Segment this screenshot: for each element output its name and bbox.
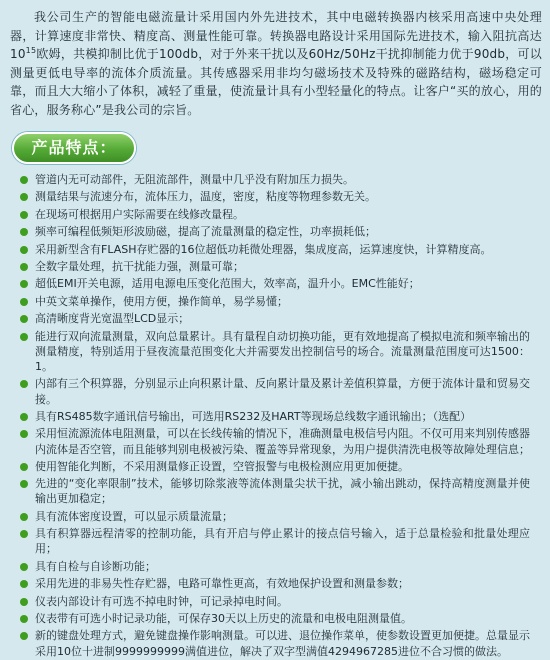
bullet-icon: [20, 280, 28, 288]
feature-text: 超低EMI开关电源，适用电源电压变化范围大，效率高，温升小。EMC性能好；: [35, 277, 420, 291]
feature-item: [18, 172, 530, 187]
feature-item: [18, 189, 530, 204]
bullet-icon: [20, 430, 28, 438]
feature-item: [18, 559, 530, 574]
feature-text: 中英文菜单操作，使用方便，操作简单，易学易懂；: [35, 294, 288, 308]
feature-item: [18, 509, 530, 524]
bullet-icon: [20, 598, 28, 606]
feature-text: 使用智能化判断，不采用测量修正设置，空管报警与电极检测应用更加便捷。: [35, 459, 409, 473]
feature-text: 新的键盘处理方式，避免键盘操作影响测量。可以进、退位操作菜单，使参数设置更加便捷。总量显示采用10位十进制9999999999满值进位，解决了双字型满值4294967285进位不合习惯的做法。: [35, 629, 530, 658]
bullet-icon: [20, 413, 28, 421]
bullet-icon: [20, 563, 28, 571]
bullet-icon: [20, 246, 28, 254]
bullet-icon: [20, 211, 28, 219]
feature-item: [18, 259, 530, 274]
feature-item: [18, 426, 530, 456]
intro-paragraph: [10, 8, 542, 119]
bullet-icon: [20, 513, 28, 521]
feature-item: [18, 276, 530, 291]
feature-item: [18, 376, 530, 406]
feature-item: [18, 409, 530, 424]
feature-text: 管道内无可动部件，无阻流部件，测量中几乎没有附加压力损失。: [35, 173, 354, 186]
feature-item: [18, 329, 530, 375]
feature-item: [18, 628, 530, 658]
bullet-icon: [20, 615, 28, 623]
feature-text: 采用恒流源流体电阻测量，可以在长线传输的情况下，准确测量电极信号内阻。不仅可用来判别传感器内流体是否空管，而且能够判别电极被污染、覆盖等异常现象，为用户提供清洗电极等故障处理信息；: [35, 427, 530, 456]
bullet-icon: [20, 632, 28, 640]
feature-text: 先进的“变化率限制”技术，能够切除浆液等流体测量尖状干扰，减小输出跳动，保持高精度测量并使输出更加稳定；: [35, 477, 530, 506]
bullet-icon: [20, 333, 28, 341]
feature-text: 仪表内部设计有可选不掉电时钟，可记录掉电时间。: [35, 594, 288, 608]
feature-text: 采用先进的非易失性存贮器，电路可靠性更高，有效地保护设置和测量参数；: [35, 577, 409, 591]
feature-item: [18, 294, 530, 309]
feature-item: [18, 476, 530, 506]
bullet-icon: [20, 580, 28, 588]
bullet-icon: [20, 530, 28, 538]
feature-text: 测量结果与流速分布，流体压力，温度，密度，粘度等物理参数无关。: [35, 190, 376, 204]
feature-text: 内部有三个积算器，分别显示止向积累计量、反向累计量及累计差值积算量，方便于流体计量和贸易交接。: [35, 377, 530, 406]
feature-text: 全数字量处理，抗干扰能力强，测量可靠；: [35, 259, 244, 273]
bullet-icon: [20, 193, 28, 201]
bullet-icon: [20, 315, 28, 323]
feature-text: 仪表带有可选小时记录功能，可保存30天以上历史的流量和电极电阻测量值。: [35, 612, 412, 626]
feature-item: [18, 611, 530, 626]
bullet-icon: [20, 480, 28, 488]
feature-text: 具有流体密度设置，可以显示质量流量；: [35, 509, 233, 523]
feature-text: 具有自检与自诊断功能；: [35, 559, 156, 573]
feature-text: 能进行双向流量测量，双向总量累计。具有量程自动切换功能，更有效地提高了模拟电流和频率输出的测量精度，特别适用于昼夜流量范围变化大并需要发出控制信号的场合。流量测量范围度可达1500：1。: [35, 329, 530, 373]
feature-item: [18, 459, 530, 474]
feature-item: [18, 526, 530, 556]
feature-item: [18, 242, 530, 257]
bullet-icon: [20, 263, 28, 271]
bullet-icon: [20, 380, 28, 388]
impedance-exponent: 15: [25, 46, 37, 55]
feature-item: [18, 224, 530, 239]
feature-text: 具有RS485数字通讯信号输出，可选用RS232及HART等现场总线数字通讯输出；（选配）: [35, 409, 472, 423]
feature-item: [18, 311, 530, 326]
feature-text: 在现场可根据用户实际需要在线修改量程。: [35, 207, 244, 221]
feature-item: [18, 207, 530, 222]
feature-item: [18, 576, 530, 591]
feature-text: 高清晰度背光宽温型LCD显示；: [35, 312, 190, 326]
feature-text: 采用新型含有FLASH存贮器的16位超低功耗微处理器，集成度高，运算速度快，计算精度高。: [35, 242, 492, 256]
feature-item: [18, 594, 530, 609]
feature-list: [18, 172, 530, 660]
bullet-icon: [20, 176, 28, 184]
bullet-icon: [20, 298, 28, 306]
section-heading-features: 产品特点：: [12, 132, 136, 164]
intro-text-part2: 欧姆，共模抑制比优于100db，对于外来干扰以及60Hz/50Hz干扰抑制能力优于90db，可以测量更低电导率的流体介质流量。其传感器采用非均匀磁场技术及特殊的磁路结构，磁场稳定可靠，而且大大缩小了体积，减轻了重量，使流量计具有小型轻量化的特点。让客户“买的放心，用的省心，服务称心”是我公司的宗旨。: [10, 47, 542, 117]
bullet-icon: [20, 463, 28, 471]
feature-text: 频率可编程低频矩形波励磁，提高了流量测量的稳定性，功率损耗低；: [35, 225, 376, 239]
bullet-icon: [20, 228, 28, 236]
feature-text: 具有积算器远程清零的控制功能，具有开启与停止累计的接点信号输入，适于总量检验和批量处理应用；: [35, 527, 530, 556]
intro-text-part1: 我公司生产的智能电磁流量计采用国内外先进技术，其中电磁转换器内核采用高速中央处理器，计算速度非常快、精度高、测量性能可靠。转换器电路设计采用国际先进技术，输入阻抗高达10: [10, 10, 542, 61]
